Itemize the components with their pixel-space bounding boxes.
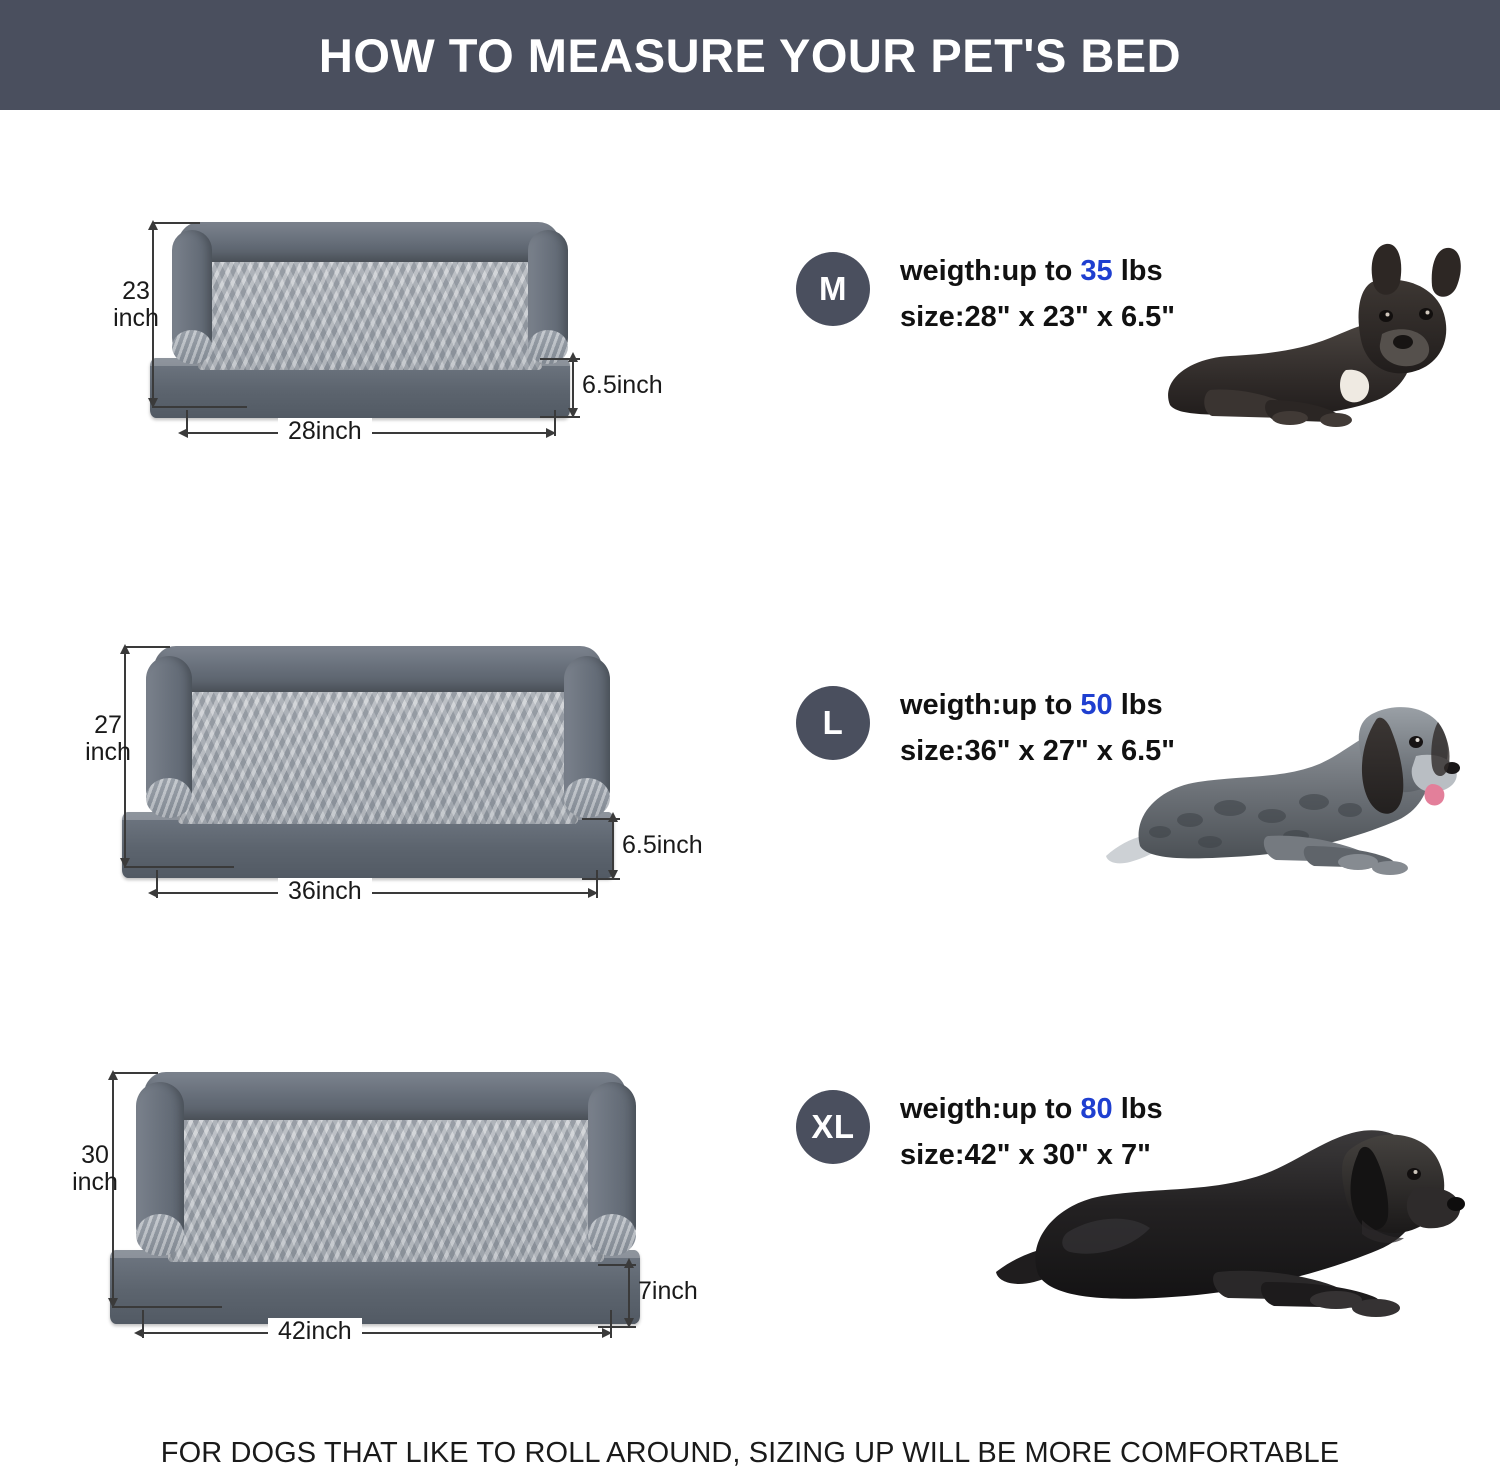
bed-left-bolster-cap bbox=[146, 778, 192, 818]
bed-back-bolster bbox=[144, 1072, 626, 1120]
dim-height-tick-bottom-large bbox=[582, 878, 620, 880]
size-info-medium bbox=[760, 110, 1500, 542]
bed-mattress-surface bbox=[198, 246, 542, 370]
size-row-medium bbox=[0, 110, 1500, 542]
dim-width-tick-left-medium bbox=[186, 410, 188, 436]
dim-width-tick-right-medium bbox=[554, 410, 556, 436]
bed-diagram-large bbox=[0, 542, 760, 982]
dim-depth-tick-bottom-medium bbox=[152, 406, 247, 408]
dim-depth-tick-top-medium bbox=[152, 222, 200, 224]
bed-diagram-medium bbox=[0, 110, 760, 542]
footer-note: FOR DOGS THAT LIKE TO ROLL AROUND, SIZING UP WILL BE MORE COMFORTABLE bbox=[160, 1437, 1340, 1469]
size-info-xlarge bbox=[760, 982, 1500, 1412]
dog-image-french-bulldog bbox=[1150, 230, 1470, 450]
size-badge-medium: M bbox=[796, 252, 870, 326]
dim-depth-label-large: 27 inch bbox=[85, 711, 131, 766]
bed-illustration-medium bbox=[150, 218, 580, 418]
bed-right-bolster-cap bbox=[564, 778, 610, 818]
dog-image-black-labrador bbox=[990, 1092, 1480, 1342]
bed-mattress-surface bbox=[168, 1102, 604, 1262]
dim-depth-tick-top-xlarge bbox=[112, 1072, 158, 1074]
size-badge-xlarge: XL bbox=[796, 1090, 870, 1164]
dim-depth-label-xlarge: 30 inch bbox=[72, 1141, 118, 1196]
weight-spec-medium: weigth:up to 35 lbs bbox=[900, 255, 1163, 287]
weight-spec-xlarge: weigth:up to 80 lbs bbox=[900, 1093, 1163, 1125]
bed-back-bolster bbox=[154, 646, 602, 692]
size-spec-large: size:36" x 27" x 6.5" bbox=[900, 735, 1176, 767]
dim-width-tick-right-xlarge bbox=[610, 1310, 612, 1338]
dim-height-arrow-top-large bbox=[608, 812, 618, 822]
dog-image-cocker-spaniel bbox=[1100, 660, 1480, 900]
dim-height-tick-bottom-medium bbox=[540, 416, 580, 418]
dim-height-tick-top-xlarge bbox=[598, 1264, 636, 1266]
dim-height-arrow-top-medium bbox=[568, 352, 578, 362]
dim-width-tick-left-xlarge bbox=[142, 1310, 144, 1338]
dim-width-tick-left-large bbox=[156, 870, 158, 898]
dim-width-tick-right-large bbox=[596, 870, 598, 898]
size-row-xlarge bbox=[0, 982, 1500, 1412]
weight-spec-large: weigth:up to 50 lbs bbox=[900, 689, 1163, 721]
bed-left-bolster-cap bbox=[136, 1214, 184, 1256]
dim-depth-tick-top-large bbox=[124, 646, 170, 648]
size-spec-medium: size:28" x 23" x 6.5" bbox=[900, 301, 1176, 333]
page-title: HOW TO MEASURE YOUR PET'S BED bbox=[318, 28, 1182, 82]
bed-back-bolster bbox=[178, 222, 560, 262]
dim-height-line-xlarge bbox=[628, 1266, 630, 1326]
dim-width-line-large bbox=[156, 892, 596, 894]
size-info-large bbox=[760, 542, 1500, 982]
dim-height-tick-bottom-xlarge bbox=[598, 1326, 636, 1328]
size-badge-large: L bbox=[796, 686, 870, 760]
bed-left-bolster-cap bbox=[172, 330, 212, 364]
dim-depth-tick-bottom-xlarge bbox=[112, 1306, 222, 1308]
dim-height-label-xlarge: 7inch bbox=[638, 1277, 698, 1305]
dim-depth-tick-bottom-large bbox=[124, 866, 234, 868]
dim-width-label-xlarge: 42inch bbox=[268, 1318, 362, 1345]
bed-illustration-xlarge bbox=[110, 1068, 650, 1328]
dim-height-arrow-top-xlarge bbox=[624, 1258, 634, 1268]
bed-right-bolster-cap bbox=[588, 1214, 636, 1256]
dim-width-label-medium: 28inch bbox=[278, 418, 372, 445]
size-row-large bbox=[0, 542, 1500, 982]
page-header bbox=[0, 0, 1500, 110]
bed-illustration-large bbox=[122, 642, 622, 882]
dim-depth-label-medium: 23 inch bbox=[113, 277, 159, 332]
dim-height-tick-top-medium bbox=[540, 358, 580, 360]
dim-height-tick-top-large bbox=[582, 818, 620, 820]
dim-width-label-large: 36inch bbox=[278, 878, 372, 905]
dim-width-line-xlarge bbox=[142, 1332, 610, 1334]
dim-height-label-large: 6.5inch bbox=[622, 831, 703, 859]
bed-diagram-xlarge bbox=[0, 982, 760, 1412]
size-spec-xlarge: size:42" x 30" x 7" bbox=[900, 1139, 1151, 1171]
bed-mattress-surface bbox=[178, 674, 578, 824]
dim-height-label-medium: 6.5inch bbox=[582, 371, 663, 399]
